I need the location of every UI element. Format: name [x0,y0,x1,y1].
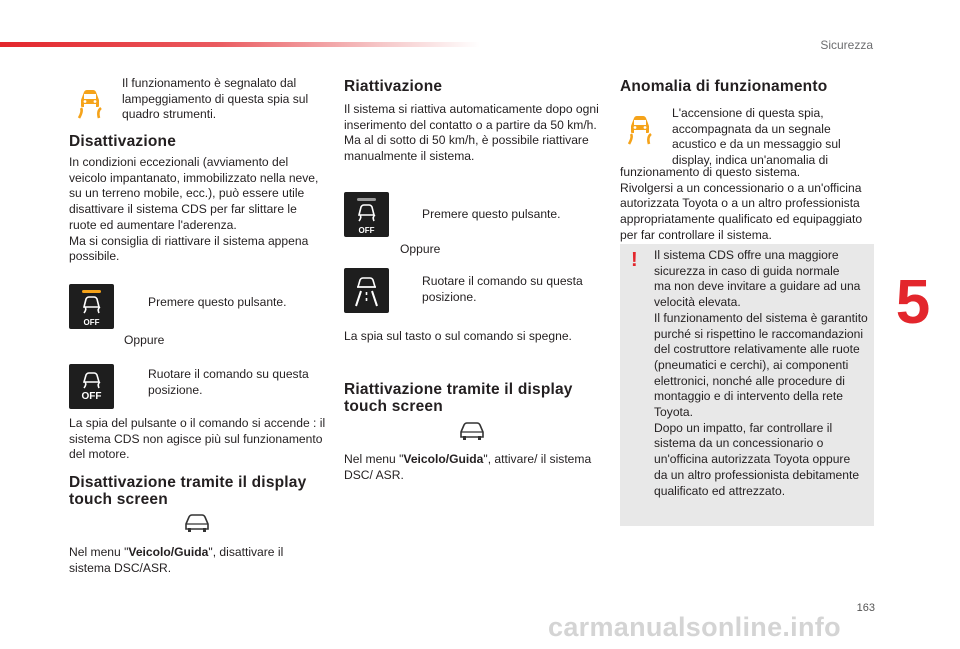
text-line: sistema DSC/ASR. [69,560,172,575]
text-line: manualmente il sistema. [344,149,475,164]
text-line: sistema da un concessionario o [654,436,824,451]
press-button-instruction [126,295,326,311]
deactivation-heading: Disattivazione [69,133,177,150]
text-line [344,452,609,468]
heading-line: touch screen [344,398,443,415]
text-line: La spia del pulsante o il comando si accende : il [69,416,326,430]
chapter-number: 5 [895,268,931,337]
intro-text [122,76,332,123]
press-button-instruction [400,207,600,223]
text-line: accompagnata da un segnale [672,121,831,136]
section-title: Sicurezza [820,38,873,52]
text-line: qualificato ed attrezzato. [654,483,786,498]
heading-line: touch screen [69,491,168,508]
rotate-dial-instruction [126,367,326,399]
text-line: autorizzata Toyota o a un altro professionista [620,196,860,211]
reactivation-text [344,102,609,165]
text-line: Dopo un impatto, far controllare il [654,420,833,435]
text-span: Nel menu " [344,452,404,466]
touchscreen-deactivation-heading [69,474,334,508]
text-line: su un terreno mobile, ecc.), può essere utile [69,186,305,201]
reactivation-heading: Riattivazione [344,78,443,95]
text-span: ", disattivare il [208,545,284,559]
off-label: OFF [358,226,375,235]
lamp-off-text: La spia sul tasto o sul comando si spegne. [344,329,572,343]
skid-warning-icon [72,84,108,120]
warning-exclamation-icon: ! [631,249,638,271]
text-line: In condizioni eccezionali (avviamento del [69,155,289,169]
text-line: acustico e da un messaggio sul [672,137,841,152]
cds-off-button-icon [69,284,114,329]
instruction-text: Premere questo pulsante. [148,295,287,309]
or-text: Oppure [400,242,441,256]
text-line: funzionamento di questo sistema. [620,165,801,179]
text-line: Il sistema si riattiva automaticamente dopo ogni [344,102,599,116]
text-line: da un altro professionista debitamente [654,467,860,482]
text-line: inserimento del contatto o a partire da 50 km/h. [344,117,597,132]
page-number: 163 [856,602,875,614]
text-line: L'accensione di questa spia, [672,106,824,120]
text-line: Il funzionamento del sistema è garantito [654,310,868,325]
car-touchscreen-icon [458,421,486,441]
text-line: display, indica un'anomalia di [672,153,829,168]
cds-dial-on-icon [344,268,389,313]
watermark: carmanualsonline.info [548,612,841,642]
intro-line: Il funzionamento è segnalato dal [122,76,297,90]
text-line: sicurezza in caso di guida normale [654,263,840,278]
menu-path: Veicolo/Guida [403,452,484,466]
instruction-text [422,274,583,305]
text-line: disattivare il sistema CDS per far slittare le [69,202,297,217]
text-line: ma non deve invitare a guidare ad una [654,279,861,294]
heading-line: Disattivazione tramite il display [69,474,307,491]
text-line: sistema CDS non agisce più sul funzionamento [69,431,323,446]
text-line: ruote ed aumentare l'aderenza. [69,217,237,232]
heading-line: Riattivazione tramite il display [344,381,573,398]
text-line: del motore. [69,447,130,462]
text-line: purché si rispettino le raccomandazioni [654,326,864,341]
touchscreen-menu-text [69,545,334,576]
instruction-text: Premere questo pulsante. [422,207,561,221]
text-line: Rivolgersi a un concessionario o a un'officina [620,180,862,195]
cds-off-button-icon [344,192,389,237]
text-line: posizione. [422,289,477,304]
lamp-on-text [69,416,334,463]
text-line: DSC/ ASR. [344,467,404,482]
text-span: Nel menu " [69,545,129,559]
text-line [69,545,334,561]
malfunction-heading: Anomalia di funzionamento [620,78,828,95]
intro-line: lampeggiamento di questa spia sul [122,91,309,106]
text-line: veicolo impantanato, immobilizzato nella neve, [69,170,319,185]
text-line: un'officina autorizzata Toyota oppure [654,452,851,467]
instruction-text [148,367,309,398]
off-label: OFF [83,318,100,327]
or-text: Oppure [124,333,165,347]
text-line: appropriatamente qualificato ed equipaggiato [620,212,863,227]
text-line: Ma si consiglia di riattivare il sistema appena [69,233,309,248]
text-line: possibile. [69,249,120,264]
text-line: del costruttore relativamente alle ruote [654,342,860,357]
header-accent-bar [0,42,480,47]
text-line: Ma al di sotto di 50 km/h, è possibile riattivare [344,133,589,148]
text-line: Toyota. [654,405,693,420]
text-line: Il sistema CDS offre una maggiore [654,248,839,262]
skid-warning-icon [622,110,658,146]
rotate-dial-instruction [400,274,600,306]
text-line: posizione. [148,382,203,397]
text-line: elettronici, nonché alle procedure di [654,373,845,388]
text-line: velocità elevata. [654,295,741,310]
car-touchscreen-icon [183,513,211,533]
touchscreen-menu-text [344,452,609,483]
text-line: Ruotare il comando su questa [148,367,309,381]
text-line: per far controllare il sistema. [620,227,772,242]
text-line: Ruotare il comando su questa [422,274,583,288]
cds-off-dial-icon [69,364,114,409]
text-line: (pneumatici e cerchi), ai componenti [654,357,849,372]
deactivation-text [69,155,334,265]
safety-note-text [654,248,869,499]
malfunction-text [620,165,880,244]
menu-path: Veicolo/Guida [128,545,209,559]
intro-line: quadro strumenti. [122,107,217,122]
text-line: montaggio e di intervento della rete [654,389,843,404]
touchscreen-reactivation-heading [344,381,609,415]
malfunction-text-indented [672,106,877,169]
off-label: OFF [81,391,102,402]
text-span: ", attivare/ il sistema [483,452,592,466]
